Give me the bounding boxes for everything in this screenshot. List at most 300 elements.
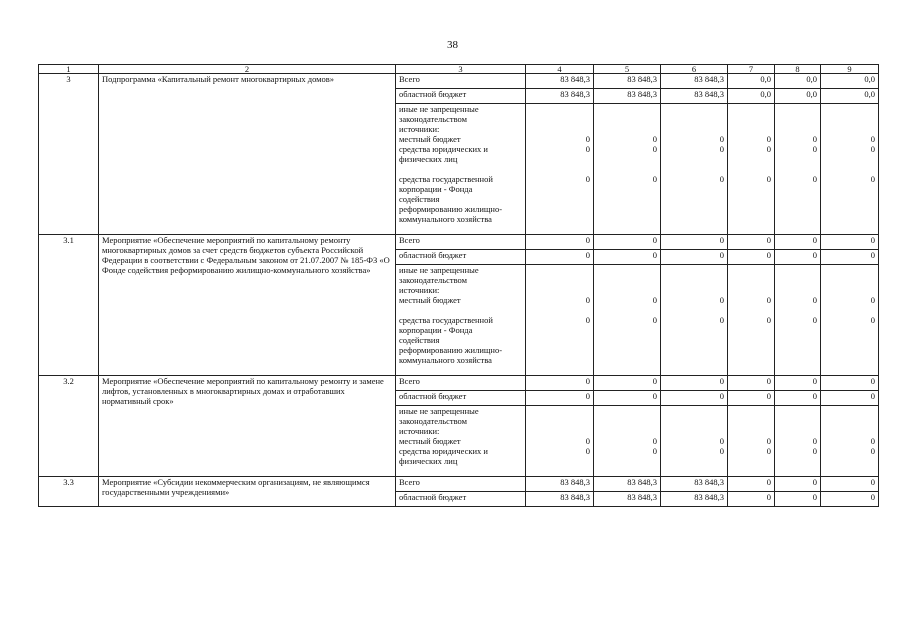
amount-cell: 0 <box>775 477 821 492</box>
spacer <box>529 325 590 335</box>
amount-column <box>728 265 775 376</box>
amount-cell: 0 <box>766 174 771 184</box>
spacer <box>824 355 875 365</box>
amount-cell: 83 848,3 <box>661 477 728 492</box>
row-number: 3.1 <box>39 235 99 376</box>
amount-column <box>526 265 594 376</box>
spacer <box>731 305 771 315</box>
amount-cell: 0 <box>585 134 590 144</box>
amount-cell: 0 <box>728 376 775 391</box>
spacer <box>778 416 817 426</box>
amount-cell: 83 848,3 <box>594 89 661 104</box>
spacer <box>824 456 875 466</box>
spacer <box>529 214 590 224</box>
amount-column <box>728 104 775 235</box>
spacer <box>824 124 875 134</box>
amount-column <box>775 406 821 477</box>
spacer <box>778 164 817 174</box>
spacer <box>664 416 724 426</box>
amount-cell: 0 <box>652 446 657 456</box>
amount-cell: 83 848,3 <box>526 74 594 89</box>
spacer <box>597 194 657 204</box>
funding-source: областной бюджет <box>396 89 526 104</box>
amount-column <box>526 104 594 235</box>
spacer <box>529 194 590 204</box>
amount-cell: 83 848,3 <box>526 89 594 104</box>
other-sources-title-line: источники: <box>399 285 440 295</box>
amount-cell: 0 <box>594 250 661 265</box>
source-item-line: средства юридических и <box>399 446 488 456</box>
amount-cell: 0 <box>661 391 728 406</box>
amount-cell: 0 <box>766 134 771 144</box>
spacer <box>597 406 657 416</box>
amount-cell: 0,0 <box>775 74 821 89</box>
spacer <box>664 456 724 466</box>
funding-source: областной бюджет <box>396 250 526 265</box>
amount-cell: 0 <box>766 436 771 446</box>
other-sources-title-line: иные не запрещенные <box>399 406 479 416</box>
spacer <box>664 325 724 335</box>
amount-cell: 0 <box>652 134 657 144</box>
amount-cell: 0 <box>775 391 821 406</box>
source-item-line: корпорации - Фонда <box>399 325 473 335</box>
spacer <box>824 275 875 285</box>
spacer <box>529 204 590 214</box>
spacer <box>824 104 875 114</box>
spacer <box>597 355 657 365</box>
funding-source: Всего <box>396 235 526 250</box>
column-number: 4 <box>526 65 594 74</box>
amount-column <box>821 104 879 235</box>
spacer <box>778 325 817 335</box>
spacer <box>731 265 771 275</box>
funding-source: Всего <box>396 74 526 89</box>
spacer <box>824 114 875 124</box>
amount-cell: 0 <box>585 315 590 325</box>
spacer <box>399 305 522 315</box>
amount-cell: 0 <box>585 295 590 305</box>
spacer <box>824 305 875 315</box>
spacer <box>597 335 657 345</box>
spacer <box>529 355 590 365</box>
amount-cell: 0,0 <box>775 89 821 104</box>
spacer <box>778 456 817 466</box>
source-item-line: реформированию жилищно- <box>399 345 503 355</box>
source-item-line: корпорации - Фонда <box>399 184 473 194</box>
amount-cell: 0 <box>775 235 821 250</box>
spacer <box>778 265 817 275</box>
funding-source: областной бюджет <box>396 391 526 406</box>
amount-cell: 0 <box>585 174 590 184</box>
amount-cell: 0 <box>661 235 728 250</box>
spacer <box>597 214 657 224</box>
budget-table <box>38 64 879 507</box>
spacer <box>824 335 875 345</box>
row-title: Мероприятие «Обеспечение мероприятий по капитальному ремонту многоквартирных домов за счет средств бюджетов субъекта Российской Федерации в соответствии с Федеральным законом от 21.07.2007 № 185-ФЗ «О Фонде содействия реформированию жилищно-коммунального хозяйства» <box>99 235 396 376</box>
amount-cell: 0 <box>652 315 657 325</box>
source-item-line: физических лиц <box>399 456 458 466</box>
section-row <box>39 477 879 492</box>
amount-column <box>775 104 821 235</box>
spacer <box>731 285 771 295</box>
spacer <box>529 305 590 315</box>
spacer <box>664 104 724 114</box>
row-number: 3 <box>39 74 99 235</box>
section-row <box>39 376 879 391</box>
spacer <box>529 265 590 275</box>
spacer <box>664 124 724 134</box>
amount-cell: 0 <box>870 134 875 144</box>
amount-cell: 0 <box>526 235 594 250</box>
amount-cell: 0 <box>870 174 875 184</box>
spacer <box>731 104 771 114</box>
amount-column <box>775 265 821 376</box>
amount-column <box>728 406 775 477</box>
source-item-line: физических лиц <box>399 154 458 164</box>
spacer <box>731 204 771 214</box>
column-number: 7 <box>728 65 775 74</box>
spacer <box>664 114 724 124</box>
spacer <box>664 345 724 355</box>
other-sources-title-line: законодательством <box>399 114 468 124</box>
amount-cell: 0 <box>821 250 879 265</box>
amount-column <box>821 265 879 376</box>
spacer <box>399 365 522 375</box>
spacer <box>778 345 817 355</box>
amount-cell: 0 <box>870 446 875 456</box>
amount-cell: 0,0 <box>728 74 775 89</box>
source-item-line: средства государственной <box>399 174 493 184</box>
amount-cell: 0 <box>719 144 724 154</box>
spacer <box>731 406 771 416</box>
other-sources <box>396 265 526 376</box>
amount-cell: 0 <box>585 446 590 456</box>
spacer <box>597 325 657 335</box>
spacer <box>824 214 875 224</box>
amount-cell: 0 <box>766 144 771 154</box>
spacer <box>664 214 724 224</box>
spacer <box>731 335 771 345</box>
amount-cell: 83 848,3 <box>661 89 728 104</box>
spacer <box>597 114 657 124</box>
amount-cell: 0 <box>870 295 875 305</box>
amount-cell: 0 <box>812 446 817 456</box>
amount-column <box>661 104 728 235</box>
spacer <box>529 426 590 436</box>
spacer <box>664 194 724 204</box>
spacer <box>824 426 875 436</box>
spacer <box>824 184 875 194</box>
spacer <box>824 204 875 214</box>
spacer <box>778 124 817 134</box>
spacer <box>731 456 771 466</box>
spacer <box>529 275 590 285</box>
spacer <box>664 285 724 295</box>
spacer <box>597 416 657 426</box>
row-title: Мероприятие «Субсидии некоммерческим организациям, не являющимся государственными учреждениями» <box>99 477 396 507</box>
spacer <box>778 114 817 124</box>
spacer <box>529 345 590 355</box>
column-number: 3 <box>396 65 526 74</box>
column-number: 5 <box>594 65 661 74</box>
amount-cell: 0 <box>775 492 821 507</box>
other-sources <box>396 406 526 477</box>
amount-cell: 0,0 <box>728 89 775 104</box>
spacer <box>778 305 817 315</box>
spacer <box>529 456 590 466</box>
spacer <box>664 265 724 275</box>
spacer <box>597 345 657 355</box>
source-item-line: содействия <box>399 335 440 345</box>
amount-cell: 0 <box>728 492 775 507</box>
spacer <box>664 204 724 214</box>
amount-cell: 0 <box>594 376 661 391</box>
spacer <box>664 154 724 164</box>
amount-cell: 83 848,3 <box>594 477 661 492</box>
other-sources-title-line: источники: <box>399 426 440 436</box>
spacer <box>529 416 590 426</box>
amount-cell: 0 <box>585 144 590 154</box>
amount-cell: 0 <box>652 144 657 154</box>
amount-cell: 0 <box>812 134 817 144</box>
amount-cell: 0 <box>870 315 875 325</box>
source-item-line: местный бюджет <box>399 436 461 446</box>
amount-cell: 0 <box>775 376 821 391</box>
spacer <box>529 184 590 194</box>
spacer <box>399 164 522 174</box>
spacer <box>824 194 875 204</box>
amount-cell: 0 <box>719 295 724 305</box>
amount-cell: 0 <box>775 250 821 265</box>
spacer <box>529 285 590 295</box>
spacer <box>778 406 817 416</box>
column-number: 9 <box>821 65 879 74</box>
source-item-line: средства государственной <box>399 315 493 325</box>
amount-cell: 0 <box>821 376 879 391</box>
amount-cell: 0 <box>766 315 771 325</box>
spacer <box>778 184 817 194</box>
spacer <box>529 406 590 416</box>
amount-cell: 0 <box>661 376 728 391</box>
spacer <box>664 426 724 436</box>
amount-column <box>594 406 661 477</box>
amount-cell: 0 <box>661 250 728 265</box>
column-number: 6 <box>661 65 728 74</box>
source-item-line: содействия <box>399 194 440 204</box>
spacer <box>778 154 817 164</box>
spacer <box>731 416 771 426</box>
spacer <box>597 204 657 214</box>
source-item-line: местный бюджет <box>399 295 461 305</box>
spacer <box>597 285 657 295</box>
amount-cell: 0 <box>821 391 879 406</box>
amount-cell: 0 <box>719 134 724 144</box>
spacer <box>778 275 817 285</box>
spacer <box>529 335 590 345</box>
spacer <box>778 426 817 436</box>
spacer <box>778 335 817 345</box>
amount-cell: 0 <box>719 446 724 456</box>
amount-cell: 0 <box>652 295 657 305</box>
spacer <box>731 154 771 164</box>
amount-cell: 83 848,3 <box>526 477 594 492</box>
funding-source: Всего <box>396 477 526 492</box>
spacer <box>529 164 590 174</box>
spacer <box>824 345 875 355</box>
amount-cell: 83 848,3 <box>661 74 728 89</box>
spacer <box>731 426 771 436</box>
spacer <box>664 335 724 345</box>
spacer <box>529 124 590 134</box>
other-sources-title-line: иные не запрещенные <box>399 265 479 275</box>
amount-column <box>661 406 728 477</box>
spacer <box>731 325 771 335</box>
amount-cell: 0 <box>766 295 771 305</box>
amount-cell: 0 <box>728 477 775 492</box>
spacer <box>664 164 724 174</box>
other-sources-title-line: иные не запрещенные <box>399 104 479 114</box>
amount-cell: 83 848,3 <box>594 74 661 89</box>
spacer <box>824 154 875 164</box>
spacer <box>597 265 657 275</box>
spacer <box>399 224 522 234</box>
spacer <box>778 355 817 365</box>
amount-cell: 0,0 <box>821 89 879 104</box>
amount-cell: 0 <box>821 492 879 507</box>
spacer <box>778 104 817 114</box>
spacer <box>597 164 657 174</box>
spacer <box>731 214 771 224</box>
spacer <box>778 204 817 214</box>
amount-cell: 0 <box>870 144 875 154</box>
source-item-line: реформированию жилищно- <box>399 204 503 214</box>
amount-column <box>594 265 661 376</box>
spacer <box>529 114 590 124</box>
spacer <box>597 104 657 114</box>
amount-cell: 0 <box>719 315 724 325</box>
spacer <box>778 214 817 224</box>
amount-cell: 0 <box>728 235 775 250</box>
spacer <box>529 154 590 164</box>
spacer <box>824 285 875 295</box>
spacer <box>597 275 657 285</box>
amount-cell: 0 <box>812 436 817 446</box>
amount-cell: 0 <box>821 477 879 492</box>
spacer <box>597 426 657 436</box>
amount-cell: 0 <box>652 174 657 184</box>
spacer <box>731 124 771 134</box>
spacer <box>778 285 817 295</box>
funding-source: областной бюджет <box>396 492 526 507</box>
amount-cell: 0 <box>870 436 875 446</box>
spacer <box>664 184 724 194</box>
amount-cell: 0 <box>594 391 661 406</box>
spacer <box>731 275 771 285</box>
other-sources-title-line: источники: <box>399 124 440 134</box>
spacer <box>824 325 875 335</box>
amount-cell: 0 <box>728 250 775 265</box>
amount-cell: 0 <box>652 436 657 446</box>
amount-cell: 0 <box>821 235 879 250</box>
spacer <box>731 355 771 365</box>
amount-cell: 0 <box>526 376 594 391</box>
spacer <box>731 345 771 355</box>
amount-cell: 0 <box>812 295 817 305</box>
spacer <box>664 355 724 365</box>
amount-cell: 0 <box>585 436 590 446</box>
spacer <box>731 164 771 174</box>
spacer <box>731 114 771 124</box>
column-number: 2 <box>99 65 396 74</box>
amount-column <box>821 406 879 477</box>
spacer <box>529 104 590 114</box>
spacer <box>824 416 875 426</box>
spacer <box>664 406 724 416</box>
amount-cell: 0,0 <box>821 74 879 89</box>
source-item-line: коммунального хозяйства <box>399 214 492 224</box>
amount-cell: 83 848,3 <box>594 492 661 507</box>
funding-source: Всего <box>396 376 526 391</box>
amount-cell: 83 848,3 <box>661 492 728 507</box>
spacer <box>597 154 657 164</box>
page-number: 38 <box>447 39 458 51</box>
amount-cell: 83 848,3 <box>526 492 594 507</box>
row-title: Мероприятие «Обеспечение мероприятий по капитальному ремонту и замене лифтов, установленных в многоквартирных домах и отработавших нормативный срок» <box>99 376 396 477</box>
spacer <box>824 265 875 275</box>
spacer <box>824 164 875 174</box>
amount-column <box>526 406 594 477</box>
amount-column <box>661 265 728 376</box>
other-sources-title-line: законодательством <box>399 416 468 426</box>
amount-cell: 0 <box>526 250 594 265</box>
amount-cell: 0 <box>526 391 594 406</box>
source-item-line: коммунального хозяйства <box>399 355 492 365</box>
amount-column <box>594 104 661 235</box>
row-number: 3.2 <box>39 376 99 477</box>
spacer <box>824 406 875 416</box>
spacer <box>597 124 657 134</box>
amount-cell: 0 <box>594 235 661 250</box>
source-item-line: местный бюджет <box>399 134 461 144</box>
amount-cell: 0 <box>812 174 817 184</box>
amount-cell: 0 <box>766 446 771 456</box>
spacer <box>399 466 522 476</box>
source-item-line: средства юридических и <box>399 144 488 154</box>
other-sources <box>396 104 526 235</box>
column-number-row <box>39 65 879 74</box>
other-sources-title-line: законодательством <box>399 275 468 285</box>
amount-cell: 0 <box>719 436 724 446</box>
amount-cell: 0 <box>719 174 724 184</box>
spacer <box>597 305 657 315</box>
column-number: 1 <box>39 65 99 74</box>
spacer <box>731 194 771 204</box>
spacer <box>778 194 817 204</box>
row-number: 3.3 <box>39 477 99 507</box>
section-row <box>39 74 879 89</box>
spacer <box>664 305 724 315</box>
spacer <box>731 184 771 194</box>
row-title: Подпрограмма «Капитальный ремонт многоквартирных домов» <box>99 74 396 235</box>
amount-cell: 0 <box>812 144 817 154</box>
spacer <box>664 275 724 285</box>
spacer <box>597 456 657 466</box>
section-row <box>39 235 879 250</box>
amount-cell: 0 <box>812 315 817 325</box>
amount-cell: 0 <box>728 391 775 406</box>
column-number: 8 <box>775 65 821 74</box>
spacer <box>597 184 657 194</box>
